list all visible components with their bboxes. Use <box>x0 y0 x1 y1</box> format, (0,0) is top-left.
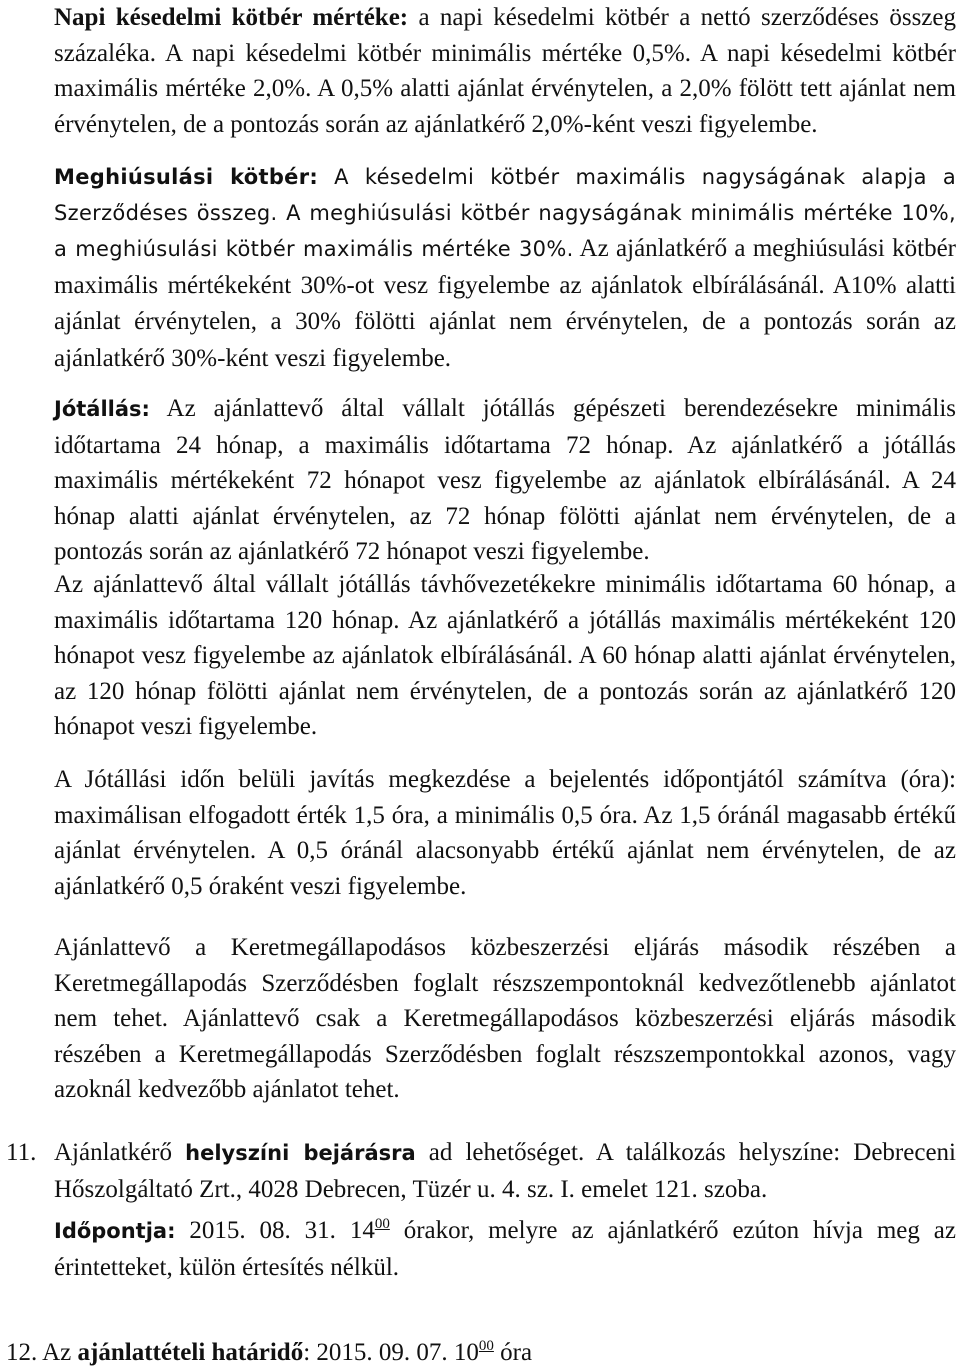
failure-penalty-label: Meghiúsulási kötbér: <box>54 165 319 189</box>
paragraph-framework <box>54 930 956 1108</box>
paragraph-warranty <box>54 391 956 570</box>
item-11-time-sup: 00 <box>374 1216 390 1232</box>
item-12-mid: : 2015. 09. 07. 10 <box>303 1339 479 1366</box>
item-11-pre: Ajánlatkérő <box>54 1139 186 1166</box>
item-11-number: 11. <box>6 1139 37 1166</box>
warranty-label: Jótállás: <box>54 397 150 421</box>
item-12-post: óra <box>493 1339 533 1366</box>
item-12-sup: 00 <box>478 1338 494 1354</box>
paragraph-repair-start <box>54 762 956 904</box>
item-12-bold: ajánlattételi határidő <box>77 1339 304 1366</box>
late-penalty-text: a napi késedelmi kötbér a nettó szerződéses összeg százaléka. A napi késedelmi kötbér minimális mértéke 0,5%. A napi késedelmi kötbér maximális mértéke 2,0%. A 0,5% alatti ajánlat érvénytelen, a 2,0% fölött tett ajánlat nem érvénytelen, de a pontozás során az ajánlatkérő 2,0%-ként veszi figyelembe. <box>54 4 956 138</box>
item-11-time-label: Időpontja: <box>54 1219 176 1243</box>
late-penalty-label: Napi késedelmi kötbér mértéke: <box>54 4 409 31</box>
failure-penalty-text-2: Az ajánlatkérő a meghiúsulási kötbér maximális mértékeként 30%-ot vesz figyelembe az ajánlatok elbírálásánál. A10% alatti ajánlat érvénytelen, a 30% fölötti ajánlat nem érvénytelen, de a pontozás során az ajánlatkérő 30%-ként veszi figyelembe. <box>54 235 956 372</box>
paragraph-district-heating-warranty <box>54 567 956 745</box>
paragraph-failure-penalty <box>54 160 956 377</box>
item-11-time-post: órakor, melyre az ajánlatkérő ezúton hívja meg az érintetteket, külön értesítés nélkül. <box>54 1217 956 1281</box>
item-12-number: 12. <box>6 1339 38 1366</box>
item-11 <box>54 1135 956 1285</box>
item-11-bold: helyszíni bejárásra <box>185 1141 416 1165</box>
item-12 <box>6 1329 956 1371</box>
district-heating-text: Az ajánlattevő által vállalt jótállás távhővezetékekre minimális időtartama 60 hónap, a maximális időtartama 120 hónap. Az ajánlatkérő a jótállás maximális mértékeként 120 hónapot vesz figyelembe az ajánlatok elbírálásánál. A 60 hónap alatti ajánlat érvénytelen, az 120 hónap fölötti ajánlat nem érvénytelen, de a pontozás során az ajánlatkérő 120 hónapot veszi figyelembe. <box>54 571 956 740</box>
item-12-pre: Az <box>37 1339 78 1366</box>
framework-text: Ajánlattevő a Keretmegállapodásos közbeszerzési eljárás második részében a Keretmegállapodás Szerződésben foglalt részszempontoknál kedvezőtlenebb ajánlatot nem tehet. Ajánlattevő csak a Keretmegállapodásos közbeszerzési eljárás második részében a Keretmegállapodás Szerződésben foglalt részszempontokkal azonos, vagy azoknál kedvezőbb ajánlatot tehet. <box>54 934 956 1103</box>
warranty-text: Az ajánlattevő által vállalt jótállás gépészeti berendezésekre minimális időtartama 24 hónap, a maximális időtartama 72 hónap. Az ajánlatkérő a jótállás maximális mértékeként 72 hónapot vesz figyelembe az ajánlatok elbírálásánál. A 24 hónap alatti ajánlat érvénytelen, az 72 hónap fölötti ajánlat nem érvénytelen, de a pontozás során az ajánlatkérő 72 hónapot veszi figyelembe. <box>54 395 956 565</box>
item-11-post: ad lehetőséget. A találkozás helyszíne: Debreceni Hőszolgáltató Zrt., 4028 Debrecen, Tüzér u. 4. sz. I. emelet 121. szoba. <box>54 1139 956 1203</box>
failure-penalty-text: A késedelmi kötbér maximális nagyságának alapja a Szerződéses összeg. A meghiúsulási kötbér nagyságának minimális mértéke 10%, a meghiúsulási kötbér maximális mértéke 30%. <box>54 165 957 261</box>
repair-start-text: A Jótállási időn belüli javítás megkezdése a bejelentés időpontjától számítva (óra): maximálisan elfogadott érték 1,5 óra, a minimális 0,5 óra. Az 1,5 óránál magasabb értékű ajánlat érvénytelen. A 0,5 óránál alacsonyabb értékű ajánlat nem érvénytelen, de az ajánlatkérő 0,5 óraként veszi figyelembe. <box>54 766 956 900</box>
paragraph-late-penalty <box>54 0 956 142</box>
item-11-time-pre: 2015. 08. 31. 14 <box>175 1217 375 1244</box>
